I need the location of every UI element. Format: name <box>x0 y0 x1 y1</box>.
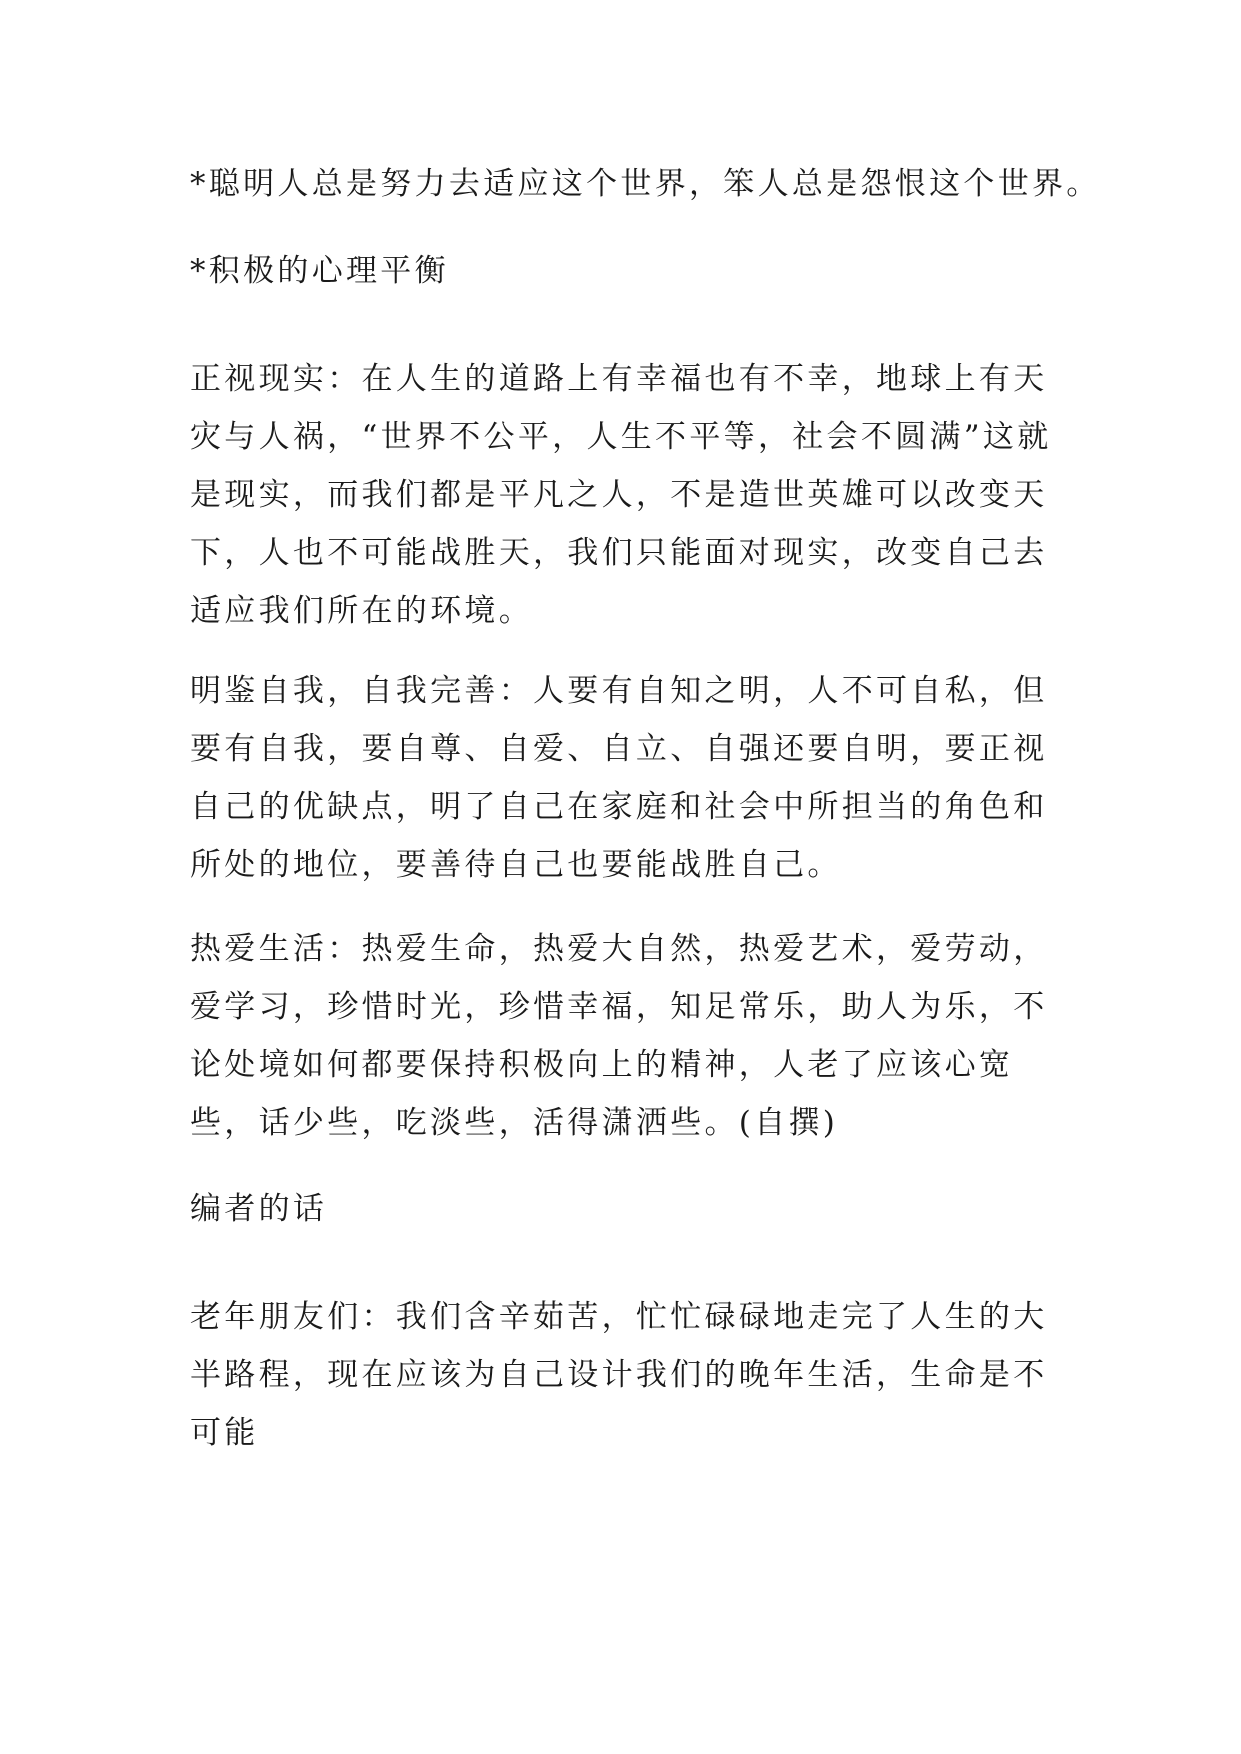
paragraph-elderly-friends: 老年朋友们：我们含辛茹苦，忙忙碌碌地走完了人生的大半路程，现在应该为自己设计我们的晚年生活，生命是不可能 <box>190 1299 1048 1451</box>
paragraph-face-reality: 正视现实：在人生的道路上有幸福也有不幸，地球上有天灾与人祸，“世界不公平，人生不平等，社会不圆满”这就是现实，而我们都是平凡之人，不是造世英雄可以改变天下，人也不可能战胜天，我们只能面对现实，改变自己去适应我们所在的环境。 <box>190 361 1052 629</box>
paragraph-wise-people: *聪明人总是努力去适应这个世界，笨人总是怨恨这个世界。 <box>190 166 1101 202</box>
paragraph-self-improvement: 明鉴自我，自我完善：人要有自知之明，人不可自私，但要有自我，要自尊、自爱、自立、自强还要自明，要正视自己的优缺点，明了自己在家庭和社会中所担当的角色和所处的地位，要善待自己也要能战胜自己。 <box>190 673 1048 883</box>
paragraph-love-life: 热爱生活：热爱生命，热爱大自然，热爱艺术，爱劳动，爱学习，珍惜时光，珍惜幸福，知足常乐，助人为乐，不论处境如何都要保持积极向上的精神，人老了应该心宽些，话少些，吃淡些，活得潇洒些。(自撰) <box>190 931 1048 1141</box>
heading-editor-note: 编者的话 <box>190 1191 328 1227</box>
heading-positive-balance: *积极的心理平衡 <box>190 253 449 289</box>
